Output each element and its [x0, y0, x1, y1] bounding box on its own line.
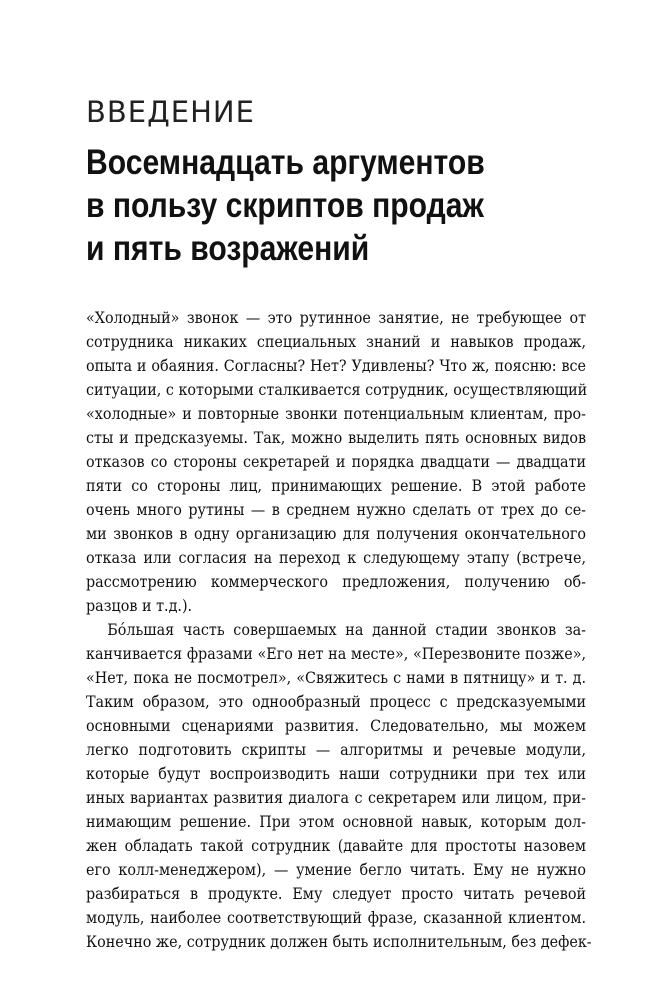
- text-line: отказа или согласия на переход к следующему этапу (встрече,: [86, 548, 587, 567]
- chapter-title-line: в пользу скриптов продаж: [86, 186, 484, 225]
- body-text: [86, 306, 592, 954]
- text-line: опыта и обаяния. Согласны? Нет? Удивлены? Что ж, поясню: все: [86, 356, 587, 375]
- chapter-title-line: Восемнадцать аргументов: [86, 143, 485, 182]
- section-heading: ВВЕДЕНИЕ: [86, 95, 255, 129]
- text-line: иных вариантах развития диалога с секретарем или лицом, при-: [86, 788, 587, 807]
- chapter-title: [86, 141, 533, 270]
- text-line: которые будут воспроизводить наши сотрудники при тех или: [86, 764, 587, 783]
- text-line: ми звонков в одну организацию для получения окончательного: [86, 524, 587, 543]
- text-line: канчивается фразами «Его нет на месте», «Перезвоните позже»,: [86, 644, 587, 663]
- text-line: Таким образом, это однообразный процесс с предсказуемыми: [86, 692, 587, 711]
- text-line: разбираться в продукте. Ему следует просто читать речевой: [86, 884, 587, 903]
- text-line: его колл-менеджером), — умение бегло читать. Ему не нужно: [86, 860, 587, 879]
- text-line: «холодные» и повторные звонки потенциальным клиентам, про-: [86, 404, 587, 423]
- text-line: «Нет, пока не посмотрел», «Свяжитесь с нами в пятницу» и т. д.: [86, 668, 587, 687]
- text-line: отказов со стороны секретарей и порядка двадцати — двадцати: [86, 452, 587, 471]
- text-line: «Холодный» звонок — это рутинное занятие, не требующее от: [86, 308, 587, 327]
- paragraph-1: [86, 306, 586, 618]
- paragraph-2: [86, 618, 592, 954]
- text-line: Конечно же, сотрудник должен быть исполнительным, без дефек-: [86, 932, 592, 951]
- text-line: очень много рутины — в среднем нужно сделать от трех до се-: [86, 500, 587, 519]
- text-line: сотрудника никаких специальных знаний и навыков продаж,: [86, 332, 587, 351]
- text-line: рассмотрению коммерческого предложения, получению об-: [86, 572, 587, 591]
- text-line: ситуации, с которыми сталкивается сотрудник, осуществляющий: [86, 380, 588, 399]
- text-line: пяти со стороны лиц, принимающих решение. В этой работе: [86, 476, 587, 495]
- text-line: нимающим решение. При этом основной навык, которым дол-: [86, 812, 587, 831]
- text-line: легко подготовить скрипты — алгоритмы и речевые модули,: [86, 740, 587, 759]
- text-line: основными сценариями развития. Следовательно, мы можем: [86, 716, 587, 735]
- text-line: разцов и т.д.).: [86, 596, 193, 615]
- text-line: Бóльшая часть совершаемых на данной стадии звонков за-: [107, 620, 587, 639]
- text-line: модуль, наиболее соответствующий фразе, сказанной клиентом.: [86, 908, 587, 927]
- text-line: жен обладать такой сотрудник (давайте для простоты назовем: [86, 836, 587, 855]
- chapter-title-line: и пять возражений: [86, 229, 370, 268]
- text-line: сты и предсказуемы. Так, можно выделить пять основных видов: [86, 428, 587, 447]
